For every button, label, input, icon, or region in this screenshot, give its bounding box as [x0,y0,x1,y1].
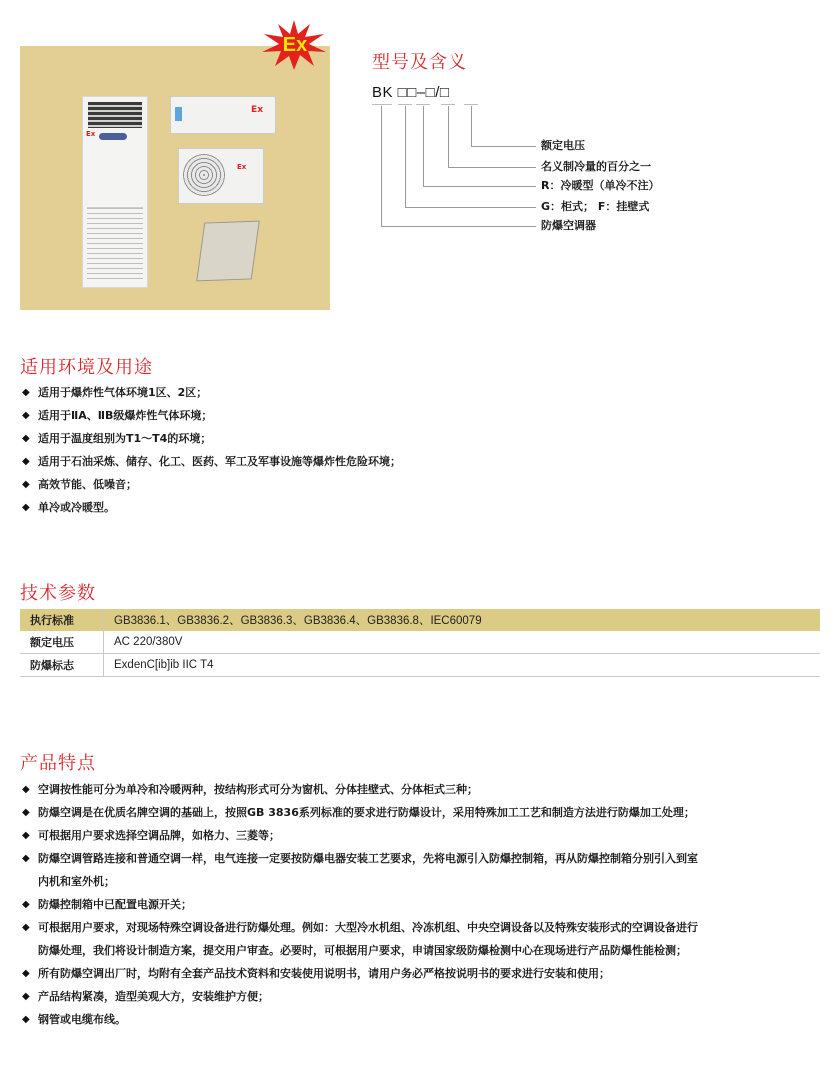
diamond-bullet-icon: ◆ [22,1014,30,1025]
ex-badge-text: Ex [282,34,308,56]
list-item: ◆ 产品结构紧凑，造型美观大方，安装维护方便； [22,985,698,1008]
connector-line [423,186,536,187]
list-item: ◆ 防爆空调管路连接和普通空调一样，电气连接一定要按防爆电器安装工艺要求，先将电源引入防爆控制箱，再从防爆控制箱分别引入到室 [22,847,698,870]
diamond-bullet-icon: ◆ [22,784,30,795]
code-underline [441,104,455,105]
diamond-bullet-icon: ◆ [22,410,30,421]
list-item: ◆ 适用于爆炸性气体环境1区、2区； [22,381,401,404]
bottom-grille [87,207,143,280]
spec-key: 执行标准 [20,609,104,631]
list-item: ◆ 单冷或冷暖型。 [22,496,401,519]
diamond-bullet-icon: ◆ [22,853,30,864]
list-item: ◆ 钢管或电缆布线。 [22,1008,698,1031]
features-list [22,778,698,1031]
list-item: ◆ 所有防爆空调出厂时，均附有全套产品技术资料和安装使用说明书，请用户务必严格按说明书的要求进行安装和使用； [22,962,698,985]
list-item: ◆ 可根据用户要求，对现场特殊空调设备进行防爆处理。例如：大型冷水机组、冷冻机组、中央空调设备以及特殊安装形式的空调设备进行 [22,916,698,939]
diamond-bullet-icon: ◆ [22,433,30,444]
list-item: ◆ 空调按性能可分为单冷和冷暖两种，按结构形式可分为窗机、分体挂壁式、分体柜式三种； [22,778,698,801]
list-item: ◆ 适用于ⅡA、ⅡB级爆炸性气体环境； [22,404,401,427]
model-code: BK □□–□/□ [372,84,450,101]
spec-table [20,609,820,677]
model-section-title: 型号及含义 [372,52,467,73]
environment-section-title: 适用环境及用途 [20,357,153,378]
ex-mark: Ex [237,163,247,171]
legend-structure: G：柜式； F：挂壁式 [541,200,650,213]
table-row [20,609,820,631]
environment-list [22,381,401,519]
diamond-bullet-icon: ◆ [22,502,30,513]
list-item-continuation: 内机和室外机； [38,875,115,888]
diamond-bullet-icon: ◆ [22,922,30,933]
connector-line [423,106,424,186]
table-row [20,654,820,677]
features-section-title: 产品特点 [20,753,96,774]
list-item: ◆ 防爆控制箱中已配置电源开关； [22,893,698,916]
ex-mark: Ex [251,105,263,115]
connector-line [471,106,472,146]
legend-product-name: 防爆空调器 [541,219,596,232]
list-item: ◆ 适用于石油采炼、储存、化工、医药、军工及军事设施等爆炸性危险环境； [22,450,401,473]
code-underline [416,104,430,105]
control-display [99,133,127,140]
top-grille [88,102,142,128]
diamond-bullet-icon: ◆ [22,991,30,1002]
list-item-continuation: 防爆处理，我们将设计制造方案，提交用户审查。必要时，可根据用户要求，申请国家级防爆检测中心在现场进行产品防爆性能检测； [38,944,687,957]
diamond-bullet-icon: ◆ [22,479,30,490]
list-item: ◆ 防爆空调是在优质名牌空调的基础上，按照GB 3836系列标准的要求进行防爆设计，采用特殊加工工艺和制造方法进行防爆加工处理； [22,801,698,824]
spec-value: ExdenC[ib]ib IIC T4 [104,654,821,677]
list-item: ◆ 高效节能、低噪音； [22,473,401,496]
spec-key: 防爆标志 [20,654,104,677]
connector-line [381,226,536,227]
connector-line [405,106,406,207]
legend-rated-voltage: 额定电压 [541,139,585,152]
outdoor-unit-image [178,148,264,204]
connector-line [448,106,449,167]
diamond-bullet-icon: ◆ [22,830,30,841]
energy-label [175,107,182,121]
spec-value: GB3836.1、GB3836.2、GB3836.3、GB3836.4、GB3836.8、IEC60079 [104,609,821,631]
ex-mark: Ex [86,130,96,138]
product-photo [20,46,330,310]
code-underline [372,104,392,105]
diamond-bullet-icon: ◆ [22,456,30,467]
wall-mounted-ac-image [170,96,276,134]
connector-line [448,167,536,168]
explosion-proof-control-box-image [196,221,260,282]
diamond-bullet-icon: ◆ [22,968,30,979]
list-item: ◆ 适用于温度组别为T1～T4的环境； [22,427,401,450]
legend-type-r: R：冷暖型（单冷不注） [541,179,660,192]
code-underline [398,104,412,105]
legend-cooling-capacity: 名义制冷量的百分之一 [541,160,651,173]
table-row [20,631,820,654]
connector-line [471,146,536,147]
spec-key: 额定电压 [20,631,104,654]
fan-icon [183,154,225,196]
code-underline [464,104,478,105]
specs-section-title: 技术参数 [20,583,96,604]
diamond-bullet-icon: ◆ [22,899,30,910]
connector-line [405,207,536,208]
floor-standing-ac-image [82,96,148,288]
spec-value: AC 220/380V [104,631,821,654]
diamond-bullet-icon: ◆ [22,387,30,398]
connector-line [381,106,382,226]
diamond-bullet-icon: ◆ [22,807,30,818]
list-item: ◆ 可根据用户要求选择空调品牌，如格力、三菱等； [22,824,698,847]
